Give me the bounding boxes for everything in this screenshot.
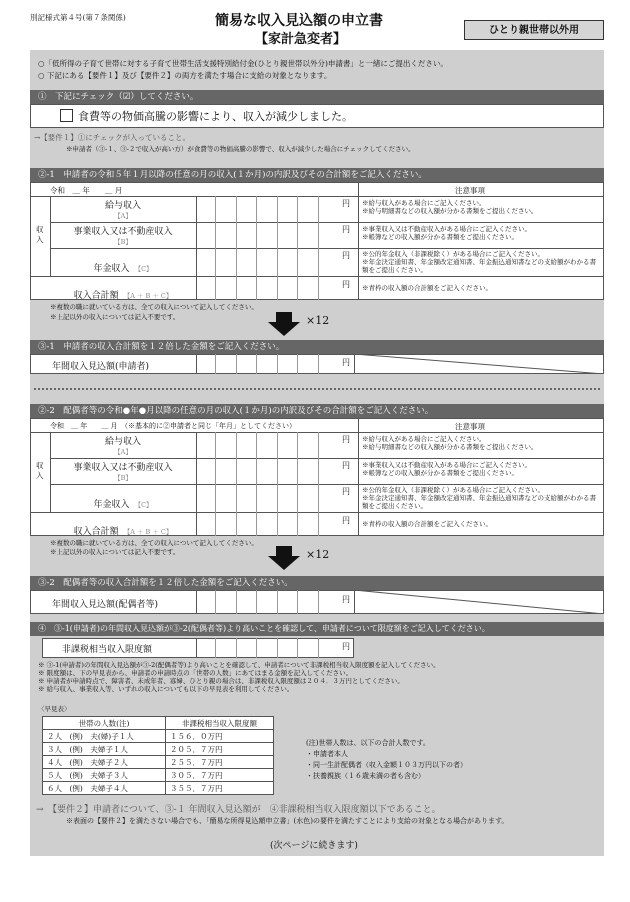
table-row: ３人 (例) 夫婦子１人 ２０５．７万円 xyxy=(43,743,274,756)
household-notes: (注)世帯人数は、以下の合計人数です。 ・申請者本人 ・同一生計配偶者（収入金額１０３万円以下の者） ・扶養親族（１６歳未満の者も含む） xyxy=(306,739,467,780)
s22-foot-2: ※上記以外の収入については記入不要です。 xyxy=(50,548,180,556)
s22-side-label: 収入 xyxy=(36,461,44,480)
s21-total-input[interactable] xyxy=(196,276,338,300)
s21-yen-4: 円 xyxy=(342,280,350,289)
s22-row-pension xyxy=(50,492,196,511)
s21-side-label: 収入 xyxy=(36,225,44,244)
s22-yen-3: 円 xyxy=(342,487,350,496)
s21-row-pension xyxy=(50,256,196,275)
table-row: ６人 (例) 夫婦子４人 ３５５．７万円 xyxy=(43,782,274,795)
s4-yen: 円 xyxy=(342,642,350,651)
s22-row-total xyxy=(50,519,196,538)
s21-pension-code: 【C】 xyxy=(134,265,153,273)
s22-pension-label: 年金収入 xyxy=(93,500,130,510)
s22-pension-code: 【C】 xyxy=(134,501,153,509)
s21-pension-note: ※公的年金収入（非課税除く）がある場合にご記入ください。 ※年金決定通知書、年金額改定通知書、年金振込通知書などの支給額がわかる書類をご提出ください。 xyxy=(362,250,596,274)
form-number: 別記様式第４号(第７条関係) xyxy=(30,13,126,22)
s32-label: 年間収入見込額(配偶者等) xyxy=(52,600,159,610)
s21-row-total xyxy=(50,283,196,302)
s21-down-arrow-icon xyxy=(268,322,300,336)
s21-yen-2: 円 xyxy=(342,225,350,234)
intro-line-2: ○ 下記にある【要件１】及び【要件２】の両方を満たす場合に支給の対象となります。 xyxy=(38,71,332,80)
s22-pension-note: ※公的年金収入（非課税除く）がある場合にご記入ください。 ※年金決定通知書、年金額改定通知書、年金振込通知書などの支給額がわかる書類をご提出ください。 xyxy=(362,486,596,510)
s21-business-note: ※事業収入又は不動産収入がある場合にご記入ください。 ※帳簿などの収入額が分かる書類をご提出ください。 xyxy=(362,225,531,241)
s22-business-input[interactable] xyxy=(196,458,338,484)
section-3-1-header: ③-1 申請者の収入合計額を１２倍した金額をご記入ください。 xyxy=(30,340,604,354)
section-2-1-header: ②-1 申請者の令和５年１月以降の任意の月の収入(１か月)の内訳及びその合計額をご記入ください。 xyxy=(30,168,604,182)
requirement-1-note: ※申請者（③-１、③-２で収入が高い方）が食費等の物価高騰の影響で、収入が減少した場合にチェックしてください。 xyxy=(66,145,415,153)
section-4-header: ④ ③-1(申請者)の年間収入見込額が③-2(配偶者等)より高いことを確認して、申請者について限度額をご記入してください。 xyxy=(30,622,604,636)
quick-table-header-limit: 非課税相当収入限度額 xyxy=(166,717,274,730)
s21-multiplier: ×12 xyxy=(306,314,330,327)
s21-total-note: ※青枠の収入額の合計額をご記入ください。 xyxy=(362,284,492,292)
target-badge: ひとり親世帯以外用 xyxy=(464,20,604,40)
s21-yen-1: 円 xyxy=(342,199,350,208)
s4-notes: ※ ③-1(申請者)の年間収入見込額が③-2(配偶者等)より高いことを確認して、申請者について非課税相当収入限度額を記入してください。 ※ 限度額は、下の早見表から、申請者の申請時点の「世帯の人数」にあてはまる金額を記入してください。 ※ 申請者が申請時点で、障害者、未成年者、寡婦、ひとり親の場合は、非課税収入限度額は２０４．３万円としてください。 ※ 給与収入、事業収入等、いずれの収入についても以下の早見表を利用してください。 xyxy=(38,661,440,693)
s22-yen-4: 円 xyxy=(342,516,350,525)
s21-pension-input[interactable] xyxy=(196,248,338,276)
intro-line-1: ○「低所得の子育て世帯に対する子育て世帯生活支援特別給付金(ひとり親世帯以外分)申請書」と一緒にご提出ください。 xyxy=(38,59,448,68)
s22-row-salary xyxy=(50,434,196,456)
quick-table-header-household: 世帯の人数(注) xyxy=(43,717,166,730)
requirement-1: →【要件１】①にチェックが入っていること。 xyxy=(34,133,191,142)
s22-yen-1: 円 xyxy=(342,435,350,444)
s22-notes-header: 注意事項 xyxy=(455,422,485,431)
s21-total-code: 【A ＋ B ＋ C】 xyxy=(123,292,173,300)
checkbox-label: 食費等の物価高騰の影響により、収入が減少しました。 xyxy=(78,110,353,123)
s4-label: 非課税相当収入限度額 xyxy=(62,645,153,655)
s21-yen-3: 円 xyxy=(342,251,350,260)
s21-salary-note: ※給与収入がある場合にご記入ください。 ※給与明細書などの収入額が分かる書類をご提出ください。 xyxy=(362,199,538,215)
s21-salary-label: 給与収入 xyxy=(104,201,141,211)
s21-salary-code: 【A】 xyxy=(114,212,132,220)
s22-business-note: ※事業収入又は不動産収入がある場合にご記入ください。 ※帳簿などの収入額が分かる書類をご提出ください。 xyxy=(362,461,531,477)
s21-business-label: 事業収入又は不動産収入 xyxy=(73,227,173,237)
table-row: ５人 (例) 夫婦子３人 ３０５．７万円 xyxy=(43,769,274,782)
s21-date-label: 令和 ＿ 年 ＿ 月 xyxy=(50,186,123,195)
s22-total-note: ※青枠の収入額の合計額をご記入ください。 xyxy=(362,520,492,528)
page-subtitle: 【家計急変者】 xyxy=(255,32,347,47)
s22-business-code: 【B】 xyxy=(114,474,132,482)
s22-business-label: 事業収入又は不動産収入 xyxy=(73,463,173,473)
section-separator xyxy=(34,388,600,390)
s21-row-salary xyxy=(50,198,196,220)
s4-limit-input[interactable] xyxy=(196,638,338,658)
s21-foot-1: ※複数の職に就いている方は、全ての収入について記入してください。 xyxy=(50,303,258,311)
table-row: ４人 (例) 夫婦子２人 ２５５．７万円 xyxy=(43,756,274,769)
s21-pension-label: 年金収入 xyxy=(93,264,130,274)
continue-next-page: (次ページに続きます) xyxy=(270,841,358,851)
s31-label: 年間収入見込額(申請者) xyxy=(52,362,150,372)
section-1-header: ① 下記にチェック（☑）してください。 xyxy=(30,90,604,104)
s21-notes-header: 注意事項 xyxy=(455,186,485,195)
s22-salary-note: ※給与収入がある場合にご記入ください。 ※給与明細書などの収入額が分かる書類をご提出ください。 xyxy=(362,435,538,451)
s32-diagonal xyxy=(354,590,604,614)
s22-date-label: 令和 ＿ 年 ＿ 月 （※基本的に②申請者と同じ「年月」としてください） xyxy=(50,422,296,430)
s22-salary-code: 【A】 xyxy=(114,448,132,456)
quick-reference-table xyxy=(42,716,274,795)
s22-row-business xyxy=(50,460,196,482)
s21-row-business xyxy=(50,224,196,246)
page-title: 簡易な収入見込額の申立書 xyxy=(215,13,383,29)
s21-salary-input[interactable] xyxy=(196,196,338,222)
s22-salary-label: 給与収入 xyxy=(104,437,141,447)
s21-total-label: 収入合計額 xyxy=(73,291,119,301)
s31-yen: 円 xyxy=(342,358,350,367)
s22-down-arrow-icon xyxy=(268,556,300,570)
s22-yen-2: 円 xyxy=(342,461,350,470)
s22-pension-input[interactable] xyxy=(196,484,338,512)
s31-diagonal xyxy=(354,354,604,374)
s22-total-input[interactable] xyxy=(196,512,338,536)
s21-business-input[interactable] xyxy=(196,222,338,248)
section-3-2-header: ③-2 配偶者等の収入合計額を１２倍した金額をご記入ください。 xyxy=(30,576,604,590)
s22-salary-input[interactable] xyxy=(196,432,338,458)
table-row: ２人 (例) 夫(婦)子１人 １５６．０万円 xyxy=(43,730,274,743)
requirement-2: → 【要件２】申請者について、③-１ 年間収入見込額が ④非課税相当収入限度額以下であること。 xyxy=(36,805,441,815)
requirement-2-note: ※表面の【要件２】を満たさない場合でも、「簡易な所得見込額申立書」(水色)の要件を満たすことにより支給の対象となる場合があります。 xyxy=(66,817,509,825)
s32-annual-input[interactable] xyxy=(196,590,338,614)
s22-total-label: 収入合計額 xyxy=(73,527,119,537)
s21-business-code: 【B】 xyxy=(114,238,132,246)
s31-annual-input[interactable] xyxy=(196,354,338,374)
reduced-income-checkbox[interactable] xyxy=(60,109,73,122)
s32-yen: 円 xyxy=(342,595,350,604)
s22-foot-1: ※複数の職に就いている方は、全ての収入について記入してください。 xyxy=(50,539,258,547)
section-2-2-header: ②-2 配偶者等の令和●年●月以降の任意の月の収入(１か月)の内訳及びその合計額をご記入ください。 xyxy=(30,404,604,418)
s21-foot-2: ※上記以外の収入については記入不要です。 xyxy=(50,313,180,321)
quick-table-caption: 〈早見表〉 xyxy=(38,705,71,713)
s22-multiplier: ×12 xyxy=(306,548,330,561)
s22-total-code: 【A ＋ B ＋ C】 xyxy=(123,528,173,536)
